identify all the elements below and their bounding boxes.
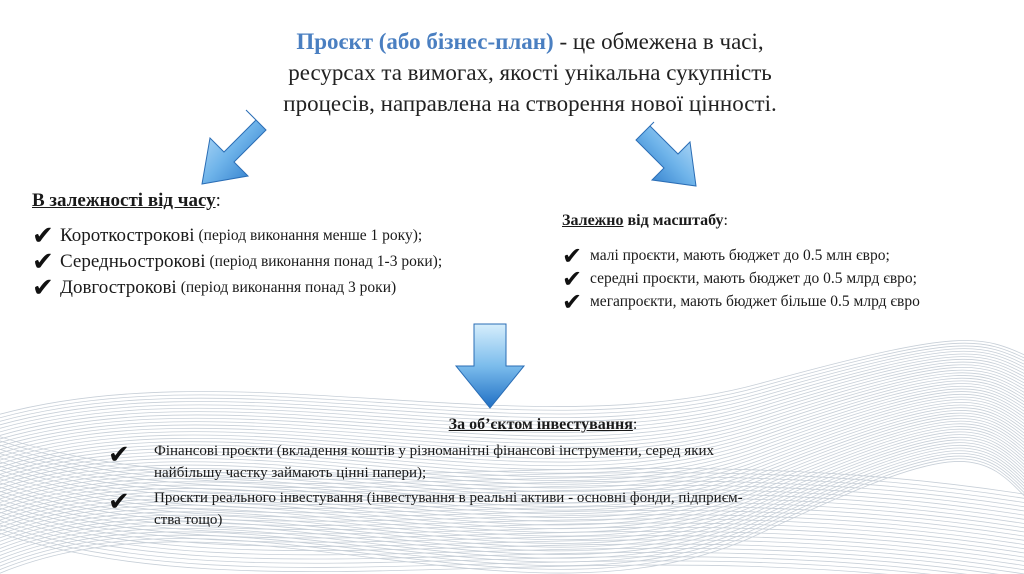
check-icon: ✔ [108, 440, 130, 470]
scale-classification [562, 212, 1022, 316]
list-item-line-2: найбільшу частку займають цінні папери); [154, 465, 427, 481]
check-icon: ✔ [562, 264, 583, 293]
time-heading-text: В залежності від часу [32, 190, 216, 211]
check-icon: ✔ [562, 241, 583, 270]
list-item-term: Середньострокові [60, 251, 206, 272]
check-icon: ✔ [32, 221, 54, 251]
list-item-line-2: ства тощо) [154, 512, 223, 528]
list-item-note: (період виконання понад 1-3 роки); [209, 253, 443, 270]
list-item-text: середні проєкти, мають бюджет до 0.5 млрд євро; [590, 269, 917, 287]
list-item-term: Довгострокові [60, 277, 177, 298]
list-item-line-1: Фінансові проєкти (вкладення коштів у різноманітні фінансові інструменти, серед яких [154, 443, 715, 459]
list-item-text: малі проєкти, мають бюджет до 0.5 млн євро; [590, 246, 890, 264]
project-definition [240, 26, 820, 119]
check-icon: ✔ [562, 287, 583, 316]
list-item [108, 487, 888, 531]
list-item [32, 247, 552, 277]
object-classification [108, 416, 888, 534]
list-item [108, 440, 888, 484]
time-classification [32, 190, 552, 302]
list-item [562, 287, 1022, 316]
scale-heading-rest: від масштабу [623, 212, 724, 229]
time-heading [32, 190, 552, 212]
definition-line-3: процесів, направлена на створення нової цінності. [283, 91, 777, 116]
list-item-note: (період виконання понад 3 роки) [180, 279, 397, 296]
check-icon: ✔ [108, 487, 130, 517]
object-heading-colon: : [632, 416, 638, 433]
list-item-line-1: Проєкти реального інвестування (інвестування в реальні активи - основні фонди, підприєм- [154, 490, 743, 506]
scale-heading [562, 212, 1022, 230]
scale-heading-colon: : [723, 212, 728, 229]
object-heading-text: За об’єктом інвестування [448, 416, 633, 433]
list-item-note: (період виконання менше 1 року); [198, 227, 423, 244]
definition-line-1-rest: - це обмежена в часі, [553, 29, 764, 54]
scale-heading-underlined: Залежно [562, 212, 624, 229]
definition-line-2: ресурсах та вимогах, якості унікальна сукупність [288, 60, 772, 85]
check-icon: ✔ [32, 273, 54, 303]
definition-term: Проєкт (або бізнес-план) [296, 29, 554, 54]
definition-line-1 [240, 26, 820, 57]
list-item [32, 221, 552, 251]
list-item [562, 241, 1022, 270]
list-item [32, 273, 552, 303]
check-icon: ✔ [32, 247, 54, 277]
list-item-text: мегапроєкти, мають бюджет більше 0.5 млрд євро [590, 292, 920, 310]
time-heading-colon: : [215, 190, 221, 211]
list-item [562, 264, 1022, 293]
arrow-down-icon [454, 322, 526, 410]
arrow-down-right-icon [632, 118, 704, 190]
object-heading [108, 416, 888, 434]
list-item-term: Короткострокові [60, 225, 195, 246]
